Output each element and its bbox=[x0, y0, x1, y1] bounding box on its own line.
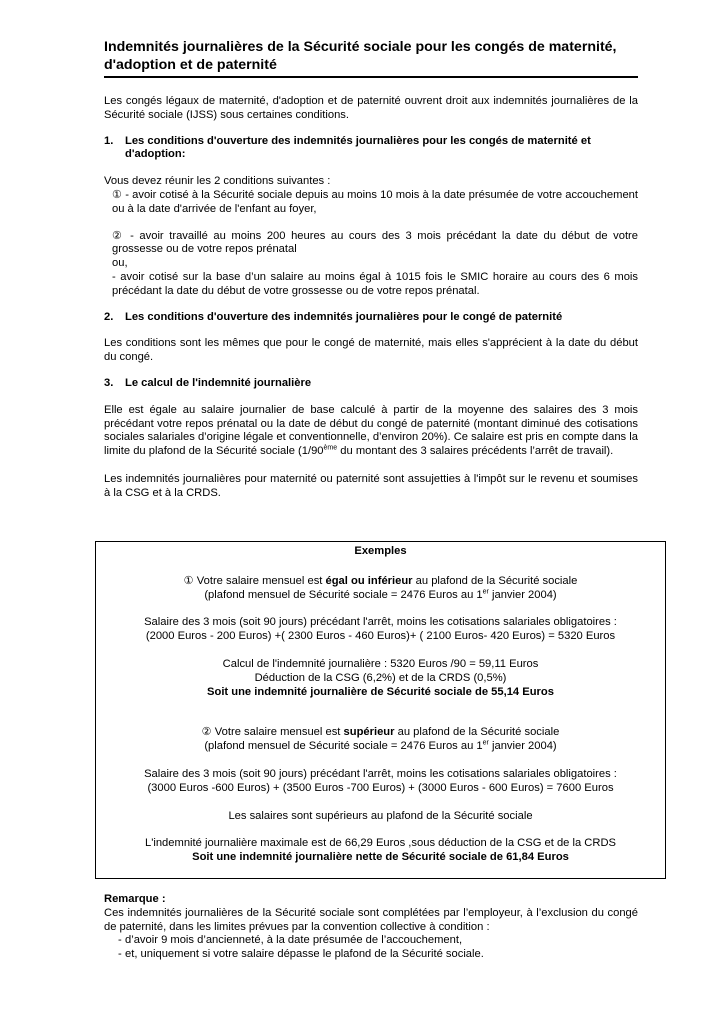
example-1-calc: (2000 Euros - 200 Euros) +( 2300 Euros - 460 Euros)+ ( 2100 Euros- 420 Euros) = 5320 Euros bbox=[145, 630, 616, 643]
example-1-plafond-a: (plafond mensuel de Sécurité sociale = 2476 Euros au 1 bbox=[204, 588, 483, 601]
list-item bbox=[104, 934, 638, 948]
section-2-heading bbox=[104, 311, 638, 325]
section-3-heading bbox=[104, 377, 638, 391]
examples-title: Exemples bbox=[354, 545, 407, 557]
section-3-superscript: ème bbox=[323, 444, 338, 452]
example-1-plafond bbox=[96, 589, 665, 603]
section-1-heading bbox=[104, 135, 638, 163]
section-3-text-b: du montant des 3 salaires précédents l’arrêt de travail). bbox=[337, 445, 614, 458]
example-2-plafond-a: (plafond mensuel de Sécurité sociale = 2476 Euros au 1 bbox=[204, 740, 483, 753]
example-1-bold: égal ou inférieur bbox=[325, 574, 413, 587]
document-body bbox=[104, 38, 638, 501]
example-2-superieurs: Les salaires sont supérieurs au plafond de la Sécurité sociale bbox=[228, 809, 533, 822]
page-title: Indemnités journalières de la Sécurité sociale pour les congés de maternité, d'adoption et de paternité bbox=[104, 38, 638, 78]
example-2-plafond bbox=[96, 740, 665, 754]
example-2-max: L'indemnité journalière maximale est de 66,29 Euros ,sous déduction de la CSG et de la CRDS bbox=[144, 837, 617, 850]
section-3-number: 3. bbox=[104, 376, 114, 389]
remark-title: Remarque : bbox=[104, 893, 166, 905]
example-2-heading bbox=[96, 726, 665, 740]
dash-marker: - bbox=[118, 934, 122, 947]
section-3-text bbox=[104, 404, 638, 459]
example-1-salaire: Salaire des 3 mois (soit 90 jours) précédant l'arrêt, moins les cotisations salariales obligatoires : bbox=[144, 616, 617, 629]
section-1-number: 1. bbox=[104, 134, 114, 147]
example-1-result: Soit une indemnité journalière de Sécurité sociale de 55,14 Euros bbox=[207, 685, 554, 698]
example-2-calc: (3000 Euros -600 Euros) + (3500 Euros -700 Euros) + (3000 Euros - 600 Euros) = 7600 Euros bbox=[147, 781, 614, 794]
list-item bbox=[104, 948, 638, 962]
example-2-result: Soit une indemnité journalière nette de Sécurité sociale de 61,84 Euros bbox=[192, 851, 569, 864]
example-1-pre: ① Votre salaire mensuel est bbox=[183, 574, 326, 587]
example-1-plafond-sup: er bbox=[482, 587, 489, 595]
dash-marker: - bbox=[118, 948, 122, 961]
example-1-indemnite: Calcul de l'indemnité journalière : 5320 Euros /90 = 59,11 Euros bbox=[222, 657, 539, 670]
remark-section bbox=[104, 893, 638, 962]
example-2-plafond-b: janvier 2004) bbox=[488, 740, 557, 753]
remark-list bbox=[104, 934, 638, 962]
example-2-pre: ② Votre salaire mensuel est bbox=[201, 726, 344, 739]
remark-text: Ces indemnités journalières de la Sécurité sociale sont complétées par l’employeur, à l’exclusion du congé de paternité, dans les limites prévues par la convention collective à condition : bbox=[104, 906, 638, 933]
remark-bullet-2: et, uniquement si votre salaire dépasse le plafond de la Sécurité sociale. bbox=[125, 948, 484, 961]
section-2-number: 2. bbox=[104, 310, 114, 323]
remark-bullet-1: d’avoir 9 mois d’ancienneté, à la date présumée de l’accouchement, bbox=[125, 934, 463, 947]
example-1-deduction: Déduction de la CSG (6,2%) et de la CRDS (0,5%) bbox=[254, 671, 507, 684]
section-1-lead: Vous devez réunir les 2 conditions suivantes : bbox=[104, 175, 331, 188]
example-1-post: au plafond de la Sécurité sociale bbox=[412, 574, 578, 587]
section-2-text: Les conditions sont les mêmes que pour le congé de maternité, mais elles s'apprécient à la date du début du congé. bbox=[104, 337, 638, 364]
example-2-post: au plafond de la Sécurité sociale bbox=[394, 726, 560, 739]
example-2-plafond-sup: er bbox=[482, 739, 489, 747]
section-1-title: Les conditions d'ouverture des indemnités journalières pour les congés de maternité et d'adoption: bbox=[125, 134, 591, 161]
condition-or: ou, bbox=[112, 257, 128, 270]
section-3-title: Le calcul de l'indemnité journalière bbox=[125, 376, 312, 389]
example-1-heading bbox=[96, 575, 665, 589]
section-2-title: Les conditions d'ouverture des indemnités journalières pour le congé de paternité bbox=[125, 310, 563, 323]
example-2-salaire: Salaire des 3 mois (soit 90 jours) précédant l'arrêt, moins les cotisations salariales obligatoires : bbox=[144, 767, 617, 780]
example-2-bold: supérieur bbox=[343, 726, 395, 739]
condition-3: - avoir cotisé sur la base d’un salaire au moins égal à 1015 fois le SMIC horaire au cours des 6 mois précédant la date du début de votre grossesse ou de votre repos prénatal. bbox=[112, 270, 638, 297]
examples-box bbox=[95, 541, 666, 879]
section-3-tax-text: Les indemnités journalières pour maternité ou paternité sont assujetties à l'impôt sur le revenu et soumises à la CSG et à la CRDS. bbox=[104, 472, 638, 499]
condition-1: ① - avoir cotisé à la Sécurité sociale depuis au moins 10 mois à la date présumée de votre accouchement ou à la date d'arrivée de l'enfant au foyer, bbox=[112, 188, 638, 215]
condition-2: ② - avoir travaillé au moins 200 heures au cours des 3 mois précédant la date du début de votre grossesse ou de votre repos prénatal bbox=[112, 229, 638, 256]
section-3-text-a: Elle est égale au salaire journalier de base calculé à partir de la moyenne des salaires des 3 mois précédant votre repos prénatal ou la date de début du congé de paternité (montant diminué des cotisations sociales salariales d’origine légale et conventionnelle, d’environ 20%). Ce salaire est pris en compte dans la limite du plafond de la Sécurité sociale (1/90 bbox=[104, 403, 638, 458]
example-1-plafond-b: janvier 2004) bbox=[488, 588, 557, 601]
intro-paragraph: Les congés légaux de maternité, d'adoption et de paternité ouvrent droit aux indemnités journalières de la Sécurité sociale (IJSS) sous certaines conditions. bbox=[104, 95, 638, 121]
